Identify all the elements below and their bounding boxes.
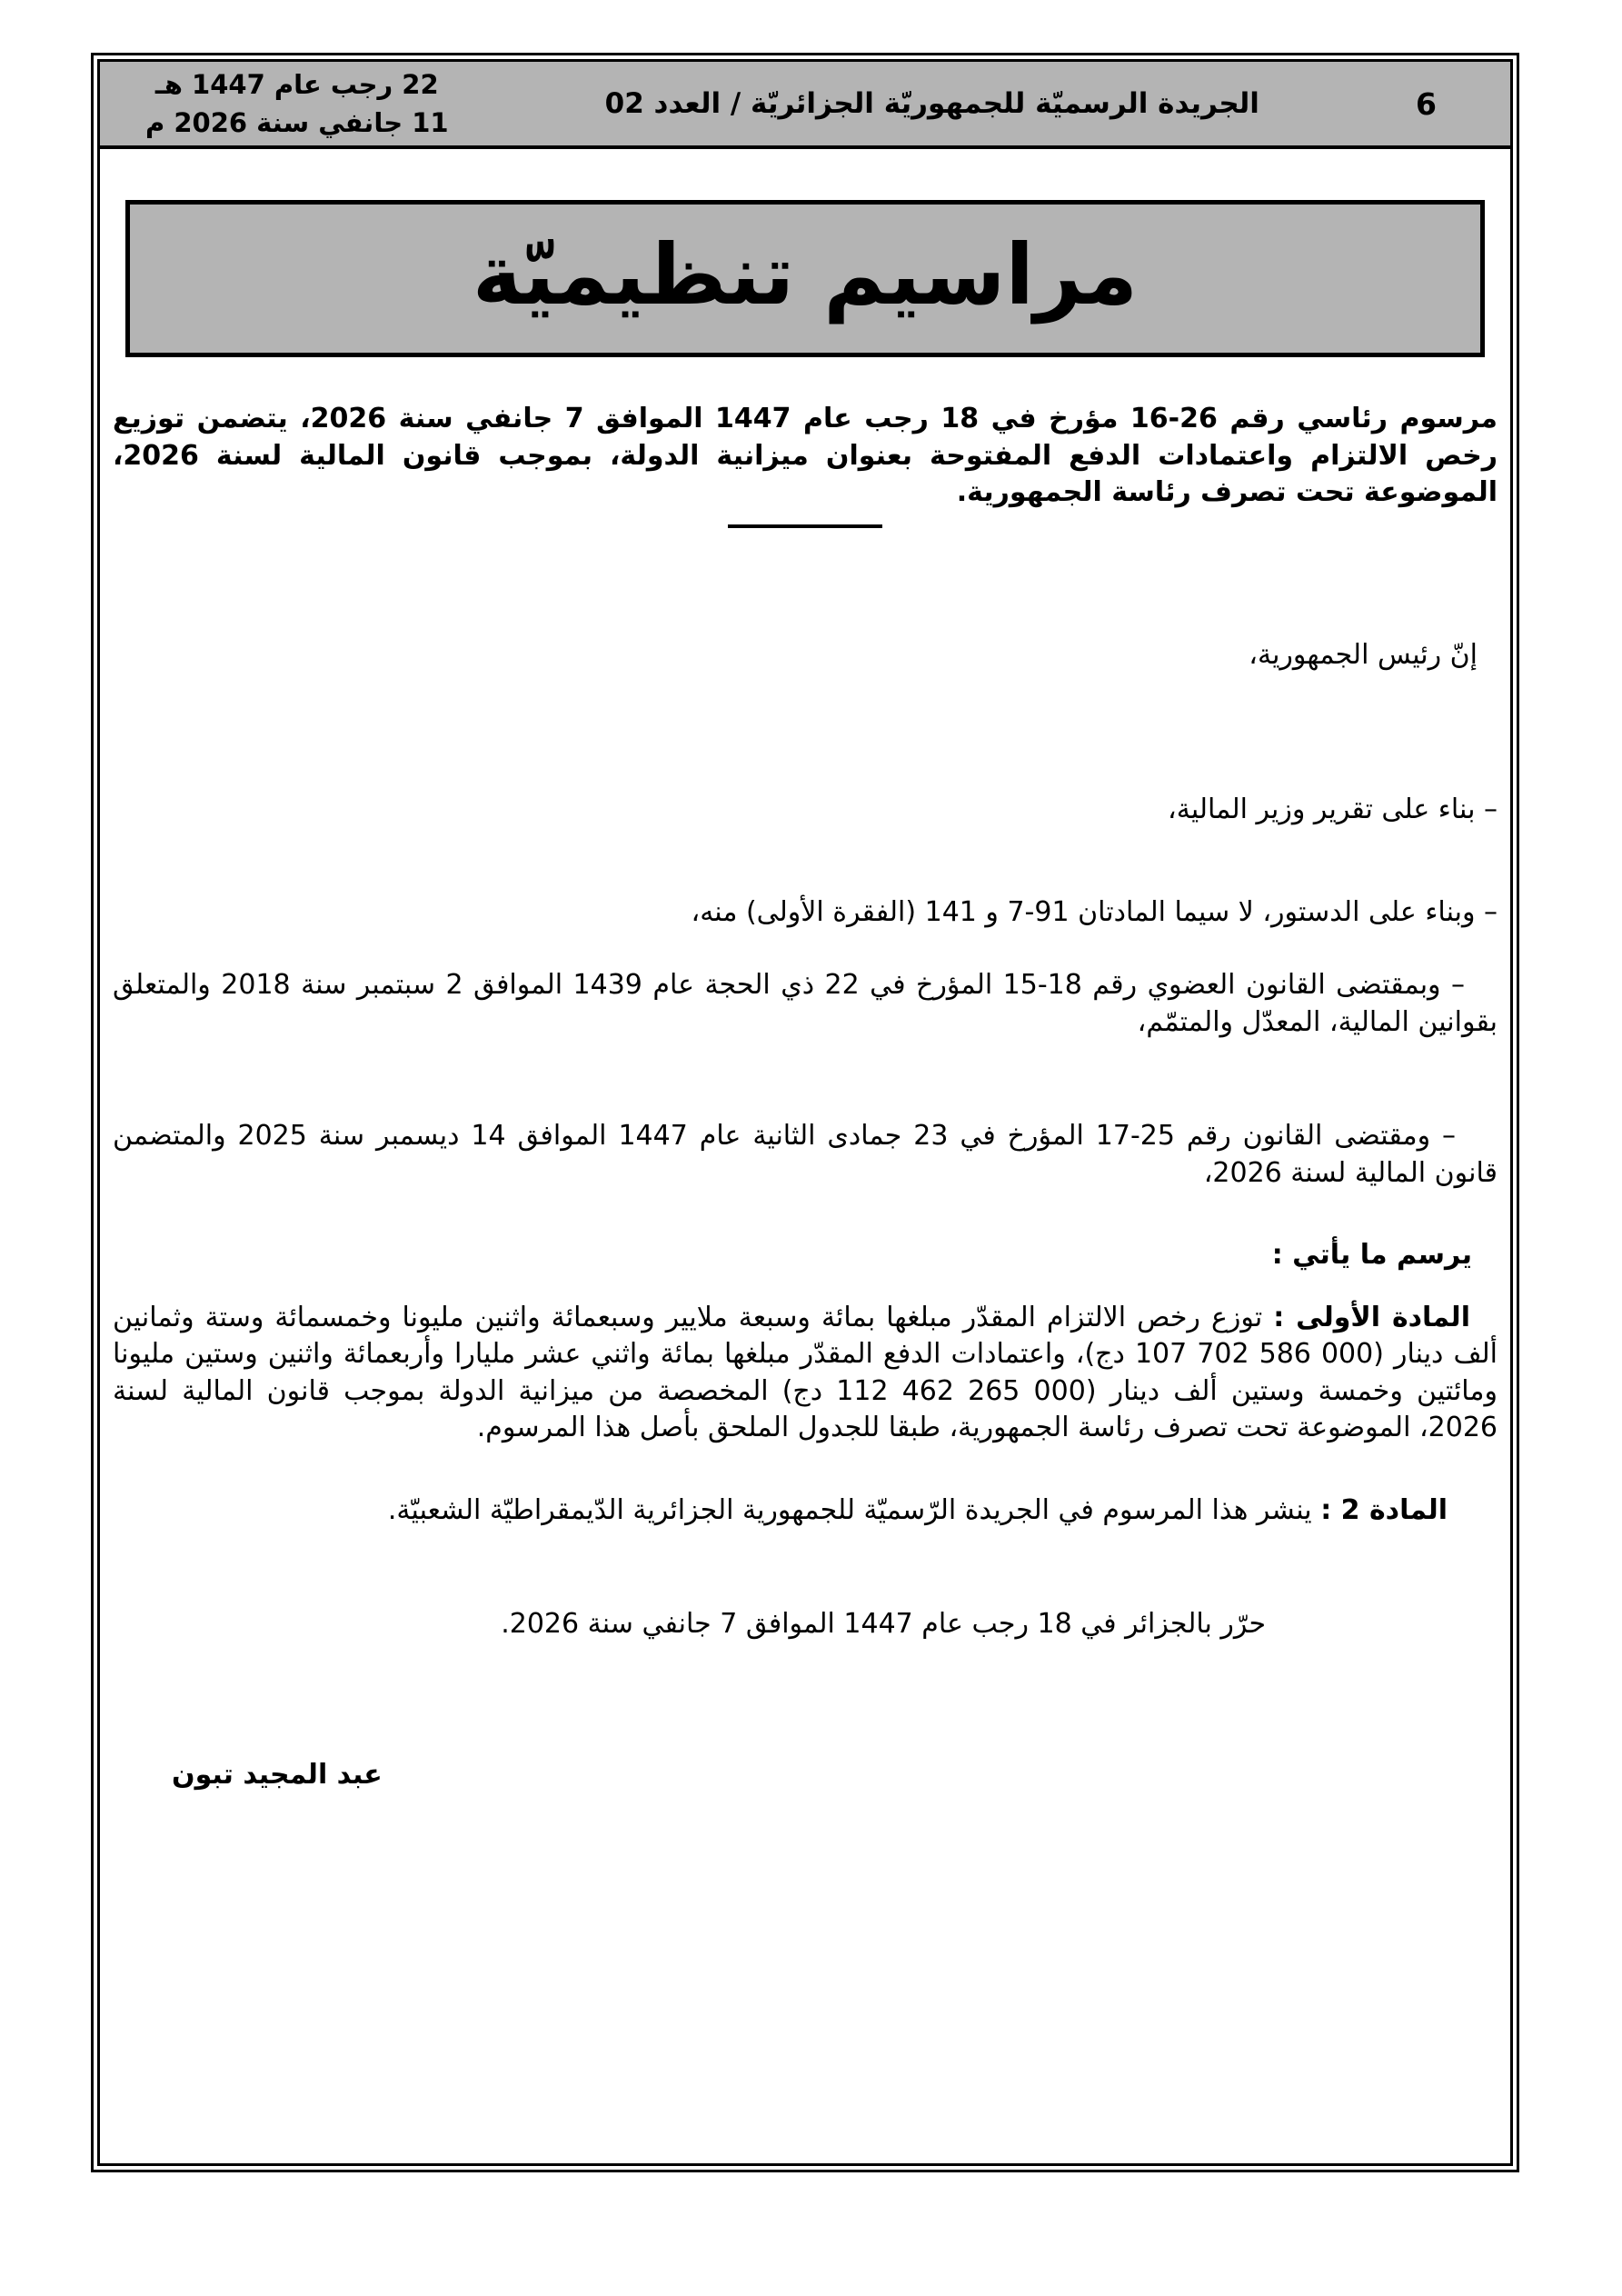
preamble-constitution-line: – وبناء على الدستور، لا سيما المادتان 91-7 و 141 (الفقرة الأولى) منه،	[691, 895, 1498, 928]
article-1-label: المادة الأولى :	[1273, 1301, 1470, 1333]
section-divider	[728, 524, 882, 528]
article-2-text: ينشر هذا المرسوم في الجريدة الرّسميّة للجمهورية الجزائرية الدّيمقراطيّة الشعبيّة.	[387, 1493, 1321, 1526]
document-frame-inner	[97, 59, 1513, 2166]
header-bar	[100, 62, 1510, 149]
document-frame	[91, 53, 1519, 2172]
enact-clause: يرسم ما يأتي :	[1271, 1239, 1472, 1271]
gazette-title: الجريدة الرسميّة للجمهوريّة الجزائريّة / العدد 02	[604, 87, 1259, 120]
article-1	[113, 1300, 1498, 1447]
preamble-report-line: – بناء على تقرير وزير المالية،	[1168, 794, 1498, 825]
preamble-finance-law-line: – ومقتضى القانون رقم 25-17 المؤرخ في 23 جمادى الثانية عام 1447 الموافق 14 ديسمبر سنة 2025 والمتضمن قانون المالية لسنة 2026،	[113, 1120, 1498, 1189]
article-2-label: المادة 2 :	[1320, 1493, 1448, 1526]
section-banner-title: مراسيم تنظيميّة	[472, 226, 1139, 324]
decree-body	[100, 401, 1510, 1793]
decree-intro: مرسوم رئاسي رقم 26-16 مؤرخ في 18 رجب عام 1447 الموافق 7 جانفي سنة 2026، يتضمن توزيع رخص الالتزام واعتمادات الدفع المفتوحة بعنوان ميزانية الدولة، بموجب قانون المالية لسنة 2026، الموضوعة تحت تصرف رئاسة الجمهورية.	[113, 403, 1498, 508]
hijri-date: 22 رجب عام 1447 هـ	[154, 69, 439, 100]
preamble-president-line: إنّ رئيس الجمهورية،	[1249, 638, 1478, 671]
article-2	[113, 1492, 1498, 1530]
page-number: 6	[1416, 85, 1437, 122]
header-dates	[145, 65, 449, 142]
gregorian-date: 11 جانفي سنة 2026 م	[145, 107, 449, 138]
closing-date-line: حرّر بالجزائر في 18 رجب عام 1447 الموافق 7 جانفي سنة 2026.	[501, 1608, 1266, 1640]
article-1-text: توزع رخص الالتزام المقدّر مبلغها بمائة وسبعة ملايير وسبعمائة واثنين مليونا وخمسمائة وستة وثمانين ألف دينار (107 702 586 000 دج)، واعتمادات الدفع المقدّر مبلغها بمائة واثني عشر مليارا وأربعمائة واثنين وستين مليونا ومائتين وخمسة وستين ألف دينار (112 462 265 000 دج) المخصصة من ميزانية الدولة بموجب قانون المالية لسنة 2026، الموضوعة تحت تصرف رئاسة الجمهورية، طبقا للجدول الملحق بأصل هذا المرسوم.	[113, 1301, 1498, 1443]
section-banner	[125, 200, 1485, 357]
preamble-organic-law-line: – وبمقتضى القانون العضوي رقم 18-15 المؤرخ في 22 ذي الحجة عام 1439 الموافق 2 سبتمبر سنة 2018 والمتعلق بقوانين المالية، المعدّل والمتمّم،	[113, 969, 1498, 1038]
signature: عبد المجيد تبون	[172, 1758, 383, 1791]
